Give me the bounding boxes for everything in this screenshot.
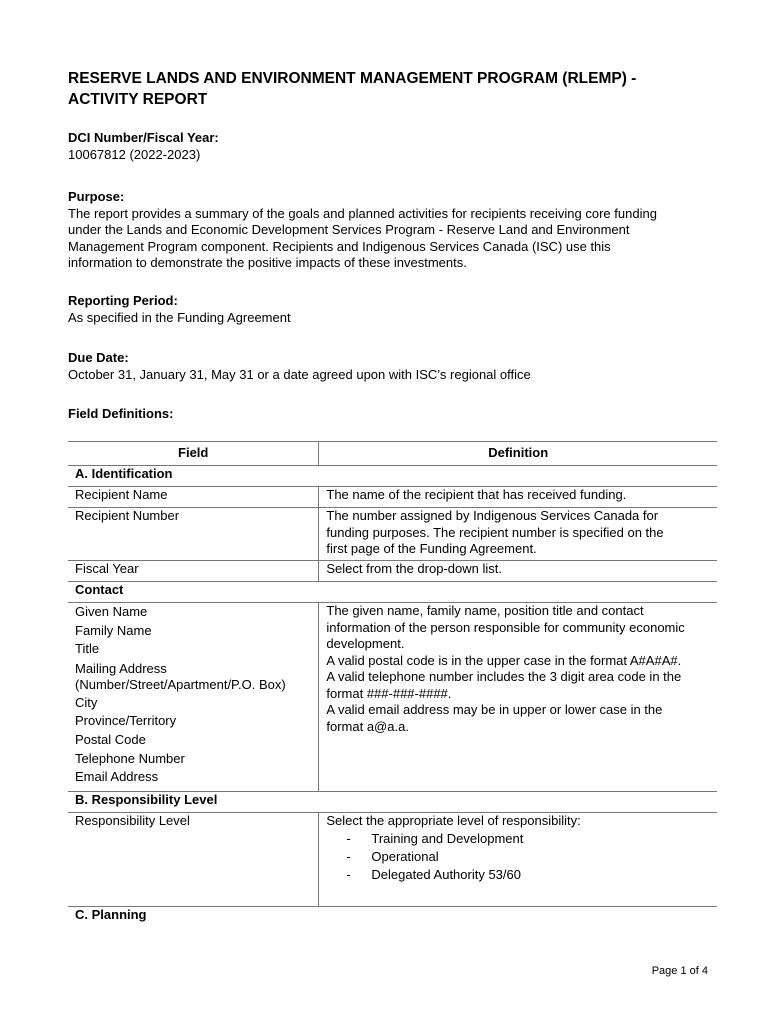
contact-field-line: Postal Code [75, 731, 146, 747]
table-header-row [68, 442, 717, 466]
table-row [68, 487, 717, 508]
definition-cell [319, 603, 717, 792]
contact-field-line: Email Address [75, 769, 159, 785]
contact-field-line: Given Name [75, 604, 148, 619]
header-field: Field [68, 442, 319, 466]
purpose-line: information to demonstrate the positive impacts of these investments. [68, 255, 467, 270]
due-date-section [68, 350, 708, 383]
contact-field-line: Title [75, 641, 100, 657]
list-item [346, 848, 710, 866]
responsibility-intro: Select the appropriate level of responsibility: [326, 813, 581, 828]
option-label: Training and Development [371, 830, 524, 846]
contact-field-line: Mailing Address [75, 660, 167, 676]
definition-line: funding purposes. The recipient number is specified on the [326, 524, 664, 540]
document-title [68, 68, 708, 110]
section-a-label: A. Identification [68, 466, 717, 487]
dci-value: 10067812 (2022-2023) [68, 146, 201, 162]
due-date-value: October 31, January 31, May 31 or a date agreed upon with ISC’s regional office [68, 366, 531, 382]
list-item [346, 830, 710, 848]
definition-line: A valid email address may be in upper or lower case in the [326, 702, 663, 717]
definition-line: development. [326, 636, 405, 651]
dash-bullet: - [346, 866, 351, 882]
definition-line: A valid telephone number includes the 3 digit area code in the [326, 669, 682, 684]
definition-line: The number assigned by Indigenous Services Canada for [326, 508, 659, 523]
section-c-label: C. Planning [68, 907, 717, 930]
reporting-period-label: Reporting Period: [68, 293, 178, 308]
purpose-section [68, 189, 708, 272]
field-cell [68, 603, 319, 792]
purpose-label: Purpose: [68, 189, 125, 204]
field-cell: Recipient Number [68, 508, 319, 561]
definition-line: format a@a.a. [326, 718, 409, 734]
table-row [68, 603, 717, 792]
option-label: Operational [371, 848, 439, 864]
definition-cell: The name of the recipient that has received funding. [319, 487, 717, 508]
field-definitions-table [68, 441, 717, 929]
option-label: Delegated Authority 53/60 [371, 866, 521, 882]
contact-field-line: Family Name [75, 622, 152, 638]
section-row [68, 466, 717, 487]
dash-bullet: - [346, 848, 351, 864]
definition-line: The given name, family name, position title and contact [326, 603, 644, 618]
header-definition: Definition [319, 442, 717, 466]
field-definitions-section [68, 406, 708, 423]
definition-cell [319, 813, 717, 907]
contact-field-line: (Number/Street/Apartment/P.O. Box) [75, 677, 286, 693]
definition-cell: Select from the drop-down list. [319, 561, 717, 582]
purpose-text [68, 206, 708, 272]
section-row [68, 792, 717, 813]
dci-label: DCI Number/Fiscal Year: [68, 130, 219, 145]
purpose-line: Management Program component. Recipients and Indigenous Services Canada (ISC) use this [68, 238, 611, 254]
section-row [68, 582, 717, 603]
field-cell: Fiscal Year [68, 561, 319, 582]
definition-line: format ###-###-####. [326, 685, 452, 701]
reporting-period-value: As specified in the Funding Agreement [68, 309, 291, 325]
table-row [68, 813, 717, 907]
due-date-label: Due Date: [68, 350, 129, 365]
purpose-line: under the Lands and Economic Development Services Program - Reserve Land and Environment [68, 222, 630, 237]
page-number: Page 1 of 4 [651, 965, 708, 977]
contact-field-line: City [75, 694, 98, 710]
table-row [68, 508, 717, 561]
title-line-1: RESERVE LANDS AND ENVIRONMENT MANAGEMENT PROGRAM (RLEMP) - [68, 70, 637, 87]
contact-field-line: Province/Territory [75, 713, 177, 729]
reporting-period-section [68, 293, 708, 326]
responsibility-options [326, 830, 710, 884]
section-row [68, 907, 717, 930]
title-line-2: ACTIVITY REPORT [68, 91, 208, 108]
definition-line: first page of the Funding Agreement. [326, 541, 537, 556]
section-contact-label: Contact [68, 582, 717, 603]
table-row [68, 561, 717, 582]
purpose-line: The report provides a summary of the goals and planned activities for recipients receiving core funding [68, 205, 657, 221]
dci-section [68, 130, 708, 163]
definition-line: information of the person responsible for community economic [326, 619, 685, 635]
field-cell: Recipient Name [68, 487, 319, 508]
definition-cell [319, 508, 717, 561]
field-cell: Responsibility Level [68, 813, 319, 907]
field-definitions-label: Field Definitions: [68, 406, 174, 421]
contact-field-line: Telephone Number [75, 750, 185, 766]
dash-bullet: - [346, 830, 351, 846]
definition-line: A valid postal code is in the upper case in the format A#A#A#. [326, 652, 682, 668]
list-item [346, 866, 710, 884]
section-b-label: B. Responsibility Level [68, 792, 717, 813]
